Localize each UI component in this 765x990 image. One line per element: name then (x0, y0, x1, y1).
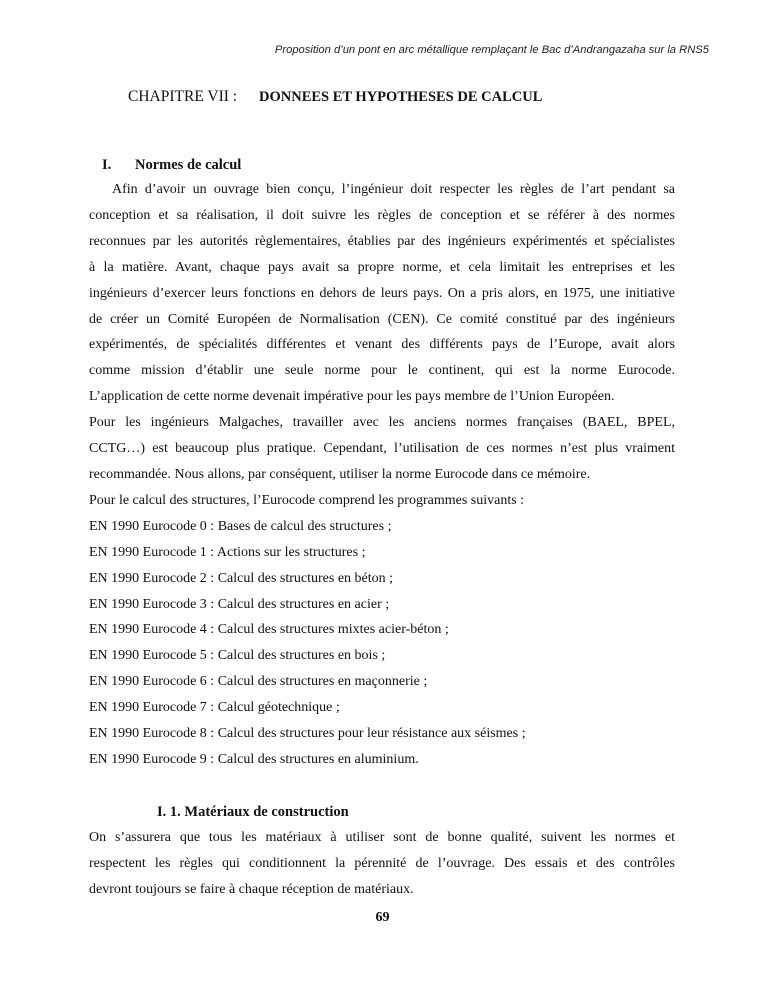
paragraph-line: Afin d’avoir un ouvrage bien conçu, l’ingénieur doit respecter les règles de l’art pendant sa (112, 182, 675, 197)
paragraph-line: Pour le calcul des structures, l’Eurocode comprend les programmes suivants : (89, 492, 525, 508)
paragraph-line: de créer un Comité Européen de Normalisation (CEN). Ce comité constitué par des ingénieurs (89, 311, 675, 327)
paragraph-line: expérimentés, de spécialités différentes et venant des différents pays de l’Europe, avait alors (89, 337, 675, 353)
paragraph-line: recommandée. Nous allons, par conséquent, utiliser la norme Eurocode dans ce mémoire. (89, 466, 591, 482)
page-number: 69 (375, 910, 390, 925)
eurocode-item: EN 1990 Eurocode 2 : Calcul des structures en béton ; (89, 570, 394, 586)
paragraph-line: conception et sa réalisation, il doit suivre les règles de conception et se référer à des normes (89, 207, 675, 223)
eurocode-item: EN 1990 Eurocode 5 : Calcul des structures en bois ; (89, 648, 386, 664)
eurocode-item: EN 1990 Eurocode 9 : Calcul des structures en aluminium. (89, 751, 419, 767)
paragraph-line: à la matière. Avant, chaque pays avait sa propre norme, et cela limitait les entreprises et les (89, 259, 675, 275)
running-header: Proposition d’un pont en arc métallique remplaçant le Bac d’Andrangazaha sur la RNS5 (274, 44, 709, 56)
eurocode-item: EN 1990 Eurocode 3 : Calcul des structures en acier ; (89, 596, 390, 612)
section-heading (102, 157, 241, 174)
chapter-title: DONNEES ET HYPOTHESES DE CALCUL (259, 89, 543, 105)
eurocode-item: EN 1990 Eurocode 8 : Calcul des structures pour leur résistance aux séismes ; (89, 726, 526, 742)
eurocode-item: EN 1990 Eurocode 0 : Bases de calcul des structures ; (89, 518, 392, 534)
eurocode-item: EN 1990 Eurocode 6 : Calcul des structures en maçonnerie ; (89, 674, 428, 690)
eurocode-item: EN 1990 Eurocode 7 : Calcul géotechnique ; (89, 700, 340, 716)
paragraph-line: devront toujours se faire à chaque réception de matériaux. (89, 881, 414, 897)
subsection-heading: I. 1. Matériaux de construction (157, 804, 349, 820)
chapter-heading (128, 88, 542, 106)
paragraph-line: CCTG…) est beaucoup plus pratique. Cependant, l’utilisation de ces normes n’est plus vraiment (89, 441, 675, 457)
paragraph-line: respectent les règles qui conditionnent la pérennité de l’ouvrage. Des essais et des contrôles (89, 855, 675, 871)
subsection-body (89, 825, 675, 903)
chapter-number: CHAPITRE VII : (128, 88, 238, 105)
eurocode-item: EN 1990 Eurocode 4 : Calcul des structures mixtes acier-béton ; (89, 622, 449, 638)
paragraph-line: reconnues par les autorités règlementaires, établies par des ingénieurs expérimentés et spécialistes (89, 233, 675, 249)
eurocode-item: EN 1990 Eurocode 1 : Actions sur les structures ; (89, 544, 366, 560)
paragraph-line: Pour les ingénieurs Malgaches, travailler avec les anciens normes françaises (BAEL, BPEL, (89, 415, 675, 431)
paragraph-line: On s’assurera que tous les matériaux à utiliser sont de bonne qualité, suivent les normes et (89, 830, 675, 845)
paragraph-line: L’application de cette norme devenait impérative pour les pays membre de l’Union Européen. (89, 389, 615, 405)
paragraph-line: comme mission d’établir une seule norme pour le continent, qui est la norme Eurocode. (89, 363, 675, 379)
section-title: Normes de calcul (135, 157, 242, 173)
paragraph-line: ingénieurs d’exercer leurs fonctions en dehors de leurs pays. On a pris alors, en 1975, une initiative (89, 285, 675, 301)
section-body (89, 177, 675, 773)
section-numeral: I. (102, 157, 112, 173)
